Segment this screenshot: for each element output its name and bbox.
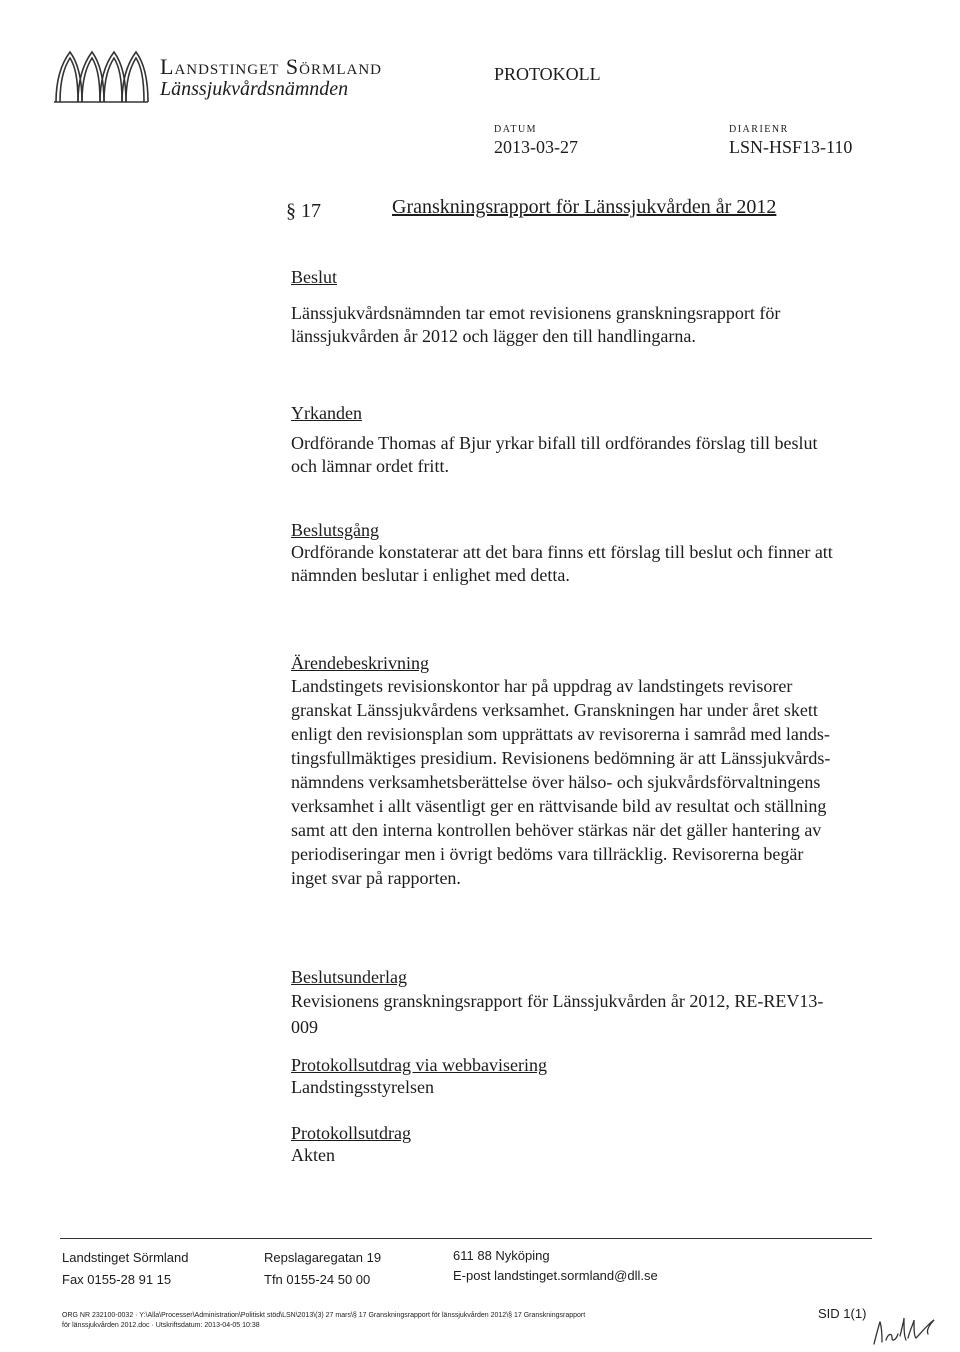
section-heading: Yrkanden <box>291 403 362 423</box>
section-webbavisering <box>291 1054 871 1099</box>
footer-org: Landstinget Sörmland <box>62 1250 189 1265</box>
diarienr-label: DIARIENR <box>729 124 789 135</box>
footer-fax: Fax 0155-28 91 15 <box>62 1272 172 1287</box>
section-text: Revisionens granskningsrapport för Länssjukvården år 2012, RE-REV13- 009 <box>291 991 824 1037</box>
page-number: SID 1(1) <box>818 1306 867 1321</box>
footer-file-path: ORG NR 232100-0032 · Y:\Alla\Processer\Administration\Politiskt stöd\LSN\2013\(3) 27 mars\§ 17 Granskningsrapport för länssjukvården 2012\§ 17 Granskningsrapport <box>62 1312 586 1319</box>
section-beslutsunderlag <box>291 966 871 1040</box>
section-heading: Beslutsgång <box>291 520 379 540</box>
document-type: PROTOKOLL <box>494 64 601 84</box>
footer-postal: 611 88 Nyköping <box>453 1248 550 1263</box>
section-heading: Beslut <box>291 267 338 287</box>
section-beslutsgang <box>291 519 871 587</box>
org-subtitle: Länssjukvårdsnämnden <box>160 78 349 100</box>
section-text: Länssjukvårdsnämnden tar emot revisionens granskningsrapport för länssjukvården år 2012 och lägger den till handlingarna. <box>291 303 781 346</box>
section-text: Landstingsstyrelsen <box>291 1077 434 1097</box>
section-beslut <box>291 266 871 348</box>
footer-address: Repslagaregatan 19 <box>264 1250 382 1265</box>
footer-divider <box>60 1238 872 1239</box>
section-heading: Protokollsutdrag <box>291 1123 411 1143</box>
section-protokollsutdrag <box>291 1122 871 1167</box>
section-heading: Ärendebeskrivning <box>291 653 429 673</box>
section-text: Ordförande Thomas af Bjur yrkar bifall till ordförandes förslag till beslut och lämnar ordet fritt. <box>291 433 818 476</box>
paragraph-title: Granskningsrapport för Länssjukvården år 2012 <box>392 196 777 218</box>
section-yrkanden <box>291 402 871 478</box>
datum-label: DATUM <box>494 124 538 135</box>
paragraph-number: § 17 <box>286 200 321 222</box>
section-text: Landstingets revisionskontor har på uppdrag av landstingets revisorer granskat Länssjukvårdens verksamhet. Granskningen har under året skett enligt den revisionsplan som upprättats av revisorerna i samråd med lands- tingsfullmäktiges presidium. Revisionens bedömning är att Länssjukvårds- nämndens verksamhetsberättelse över hälso- och sjukvårdsförvaltningens verksamhet i allt väsentligt ger en rättvisande bild av resultat och ställning samt att den interna kontrollen behöver stärkas när det gäller hantering av periodiseringar men i övrigt bedöms vara tillräcklig. Revisorerna begär inget svar på rapporten. <box>291 676 831 888</box>
signature-icon <box>868 1306 942 1346</box>
footer-print-date: för länssjukvården 2012.doc · Utskriftsdatum: 2013-04-05 10:38 <box>62 1322 260 1329</box>
section-text: Ordförande konstaterar att det bara finns ett förslag till beslut och finner att nämnden beslutar i enlighet med detta. <box>291 542 833 585</box>
org-name: Landstinget Sörmland <box>160 54 382 79</box>
footer-email: E-post landstinget.sormland@dll.se <box>453 1268 658 1283</box>
diarienr-value: LSN-HSF13-110 <box>729 137 853 157</box>
datum-value: 2013-03-27 <box>494 137 578 157</box>
section-arendebeskrivning <box>291 652 871 890</box>
section-heading: Beslutsunderlag <box>291 967 407 987</box>
footer-phone: Tfn 0155-24 50 00 <box>264 1272 371 1287</box>
landstinget-logo <box>52 44 150 104</box>
section-text: Akten <box>291 1145 335 1165</box>
section-heading: Protokollsutdrag via webbavisering <box>291 1055 547 1075</box>
